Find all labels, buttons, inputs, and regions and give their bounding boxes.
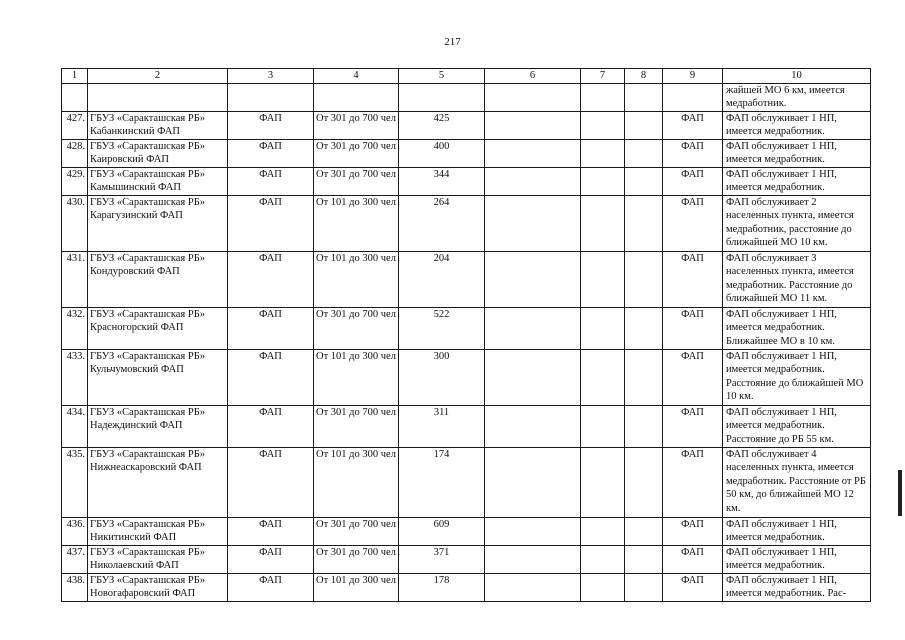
table-row [62,307,871,349]
cell-organization: ГБУЗ «Саракташская РБ» Кондуровский ФАП [88,251,228,307]
scan-edge-mark [898,470,902,516]
cell-col7 [581,139,625,167]
cell-note: ФАП обслуживает 1 НП, имеется медработник. [723,139,871,167]
cell-population [399,83,485,111]
cell-population-range: От 301 до 700 чел [314,545,399,573]
cell-col6 [485,545,581,573]
cell-number: 429. [62,167,88,195]
cell-organization: ГБУЗ «Саракташская РБ» Карагузинский ФАП [88,195,228,251]
cell-number: 432. [62,307,88,349]
cell-col8 [625,251,663,307]
cell-kind: ФАП [663,545,723,573]
cell-organization: ГБУЗ «Саракташская РБ» Николаевский ФАП [88,545,228,573]
cell-col7 [581,83,625,111]
cell-population-range: От 101 до 300 чел [314,573,399,601]
cell-kind: ФАП [663,195,723,251]
cell-kind: ФАП [663,447,723,517]
cell-population-range [314,83,399,111]
cell-number: 427. [62,111,88,139]
header-cell: 4 [314,69,399,84]
cell-col7 [581,195,625,251]
cell-col6 [485,447,581,517]
table-row [62,349,871,405]
cell-type: ФАП [228,307,314,349]
cell-number: 435. [62,447,88,517]
table-row [62,447,871,517]
cell-type: ФАП [228,405,314,447]
cell-kind: ФАП [663,307,723,349]
table-row [62,573,871,601]
cell-number: 436. [62,517,88,545]
header-cell: 8 [625,69,663,84]
header-cell: 7 [581,69,625,84]
cell-number: 434. [62,405,88,447]
cell-col7 [581,545,625,573]
cell-number: 437. [62,545,88,573]
cell-population-range: От 101 до 300 чел [314,251,399,307]
cell-col8 [625,111,663,139]
cell-organization [88,83,228,111]
cell-col8 [625,405,663,447]
cell-col8 [625,167,663,195]
cell-population: 178 [399,573,485,601]
cell-col7 [581,349,625,405]
cell-col7 [581,447,625,517]
cell-type: ФАП [228,545,314,573]
table-row [62,545,871,573]
cell-type: ФАП [228,251,314,307]
cell-organization: ГБУЗ «Саракташская РБ» Никитинский ФАП [88,517,228,545]
cell-organization: ГБУЗ «Саракташская РБ» Кабанкинский ФАП [88,111,228,139]
cell-population: 609 [399,517,485,545]
cell-col6 [485,167,581,195]
table-row [62,139,871,167]
cell-col6 [485,251,581,307]
cell-col7 [581,111,625,139]
cell-note: ФАП обслуживает 1 НП, имеется медработник. [723,517,871,545]
table-row [62,405,871,447]
header-cell: 1 [62,69,88,84]
header-cell: 9 [663,69,723,84]
cell-kind: ФАП [663,517,723,545]
cell-population-range: От 301 до 700 чел [314,111,399,139]
cell-col8 [625,349,663,405]
header-cell: 3 [228,69,314,84]
cell-population-range: От 301 до 700 чел [314,405,399,447]
cell-col8 [625,447,663,517]
cell-population: 400 [399,139,485,167]
cell-col6 [485,573,581,601]
cell-organization: ГБУЗ «Саракташская РБ» Новогафаровский ФАП [88,573,228,601]
cell-organization: ГБУЗ «Саракташская РБ» Надеждинский ФАП [88,405,228,447]
cell-kind: ФАП [663,167,723,195]
cell-population: 344 [399,167,485,195]
cell-kind: ФАП [663,139,723,167]
cell-col7 [581,307,625,349]
cell-number: 431. [62,251,88,307]
cell-col7 [581,167,625,195]
cell-col6 [485,349,581,405]
cell-type: ФАП [228,139,314,167]
cell-col6 [485,111,581,139]
cell-population-range: От 301 до 700 чел [314,307,399,349]
cell-population-range: От 301 до 700 чел [314,139,399,167]
cell-population-range: От 301 до 700 чел [314,167,399,195]
cell-note: ФАП обслуживает 1 НП, имеется медработник. [723,167,871,195]
cell-organization: ГБУЗ «Саракташская РБ» Нижнеаскаровский ФАП [88,447,228,517]
header-cell: 6 [485,69,581,84]
cell-number: 438. [62,573,88,601]
cell-col7 [581,573,625,601]
cell-population: 174 [399,447,485,517]
cell-col7 [581,517,625,545]
cell-population: 204 [399,251,485,307]
cell-type: ФАП [228,167,314,195]
cell-kind: ФАП [663,573,723,601]
cell-note: ФАП обслуживает 4 населенных пункта, имеется медработник. Расстояние от РБ 50 км, до ближайшей МО 12 км. [723,447,871,517]
cell-kind: ФАП [663,251,723,307]
header-row [62,69,871,84]
cell-col6 [485,307,581,349]
table-row [62,167,871,195]
cell-type: ФАП [228,195,314,251]
cell-kind: ФАП [663,405,723,447]
cell-organization: ГБУЗ «Саракташская РБ» Кульчумовский ФАП [88,349,228,405]
cell-note: ФАП обслуживает 3 населенных пункта, имеется медработник. Расстояние до ближайшей МО 11 км. [723,251,871,307]
cell-population: 371 [399,545,485,573]
cell-col8 [625,573,663,601]
cell-kind: ФАП [663,111,723,139]
cell-col6 [485,195,581,251]
cell-col8 [625,545,663,573]
cell-population: 264 [399,195,485,251]
cell-note: ФАП обслуживает 1 НП, имеется медработник. Расстояние до РБ 55 км. [723,405,871,447]
cell-note: ФАП обслуживает 1 НП, имеется медработник. Ближайшее МО в 10 км. [723,307,871,349]
header-cell: 10 [723,69,871,84]
cell-col6 [485,139,581,167]
cell-col6 [485,517,581,545]
table-row [62,517,871,545]
cell-col7 [581,405,625,447]
table-row [62,111,871,139]
cell-note: ФАП обслуживает 1 НП, имеется медработник. [723,111,871,139]
cell-kind: ФАП [663,349,723,405]
cell-col6 [485,405,581,447]
cell-population: 425 [399,111,485,139]
cell-population-range: От 301 до 700 чел [314,517,399,545]
page-number: 217 [444,36,461,48]
table-row [62,251,871,307]
cell-type: ФАП [228,111,314,139]
cell-col8 [625,517,663,545]
cell-col7 [581,251,625,307]
cell-type: ФАП [228,447,314,517]
cell-kind [663,83,723,111]
cell-type: ФАП [228,517,314,545]
cell-population: 522 [399,307,485,349]
table-row [62,195,871,251]
cell-population: 311 [399,405,485,447]
cell-col6 [485,83,581,111]
cell-note: ФАП обслуживает 2 населенных пункта, имеется медработник, расстояние до ближайшей МО 10 км. [723,195,871,251]
cell-organization: ГБУЗ «Саракташская РБ» Каировский ФАП [88,139,228,167]
cell-note: жайшей МО 6 км, имеется медработник. [723,83,871,111]
cell-note: ФАП обслуживает 1 НП, имеется медработник. [723,545,871,573]
cell-col8 [625,195,663,251]
cell-number: 430. [62,195,88,251]
facility-table [61,68,871,602]
cell-type: ФАП [228,573,314,601]
cell-organization: ГБУЗ «Саракташская РБ» Камышинский ФАП [88,167,228,195]
header-cell: 5 [399,69,485,84]
cell-col8 [625,307,663,349]
header-cell: 2 [88,69,228,84]
cell-col8 [625,83,663,111]
continuation-row [62,83,871,111]
cell-note: ФАП обслуживает 1 НП, имеется медработник. Расстояние до ближайшей МО 10 км. [723,349,871,405]
cell-number: 433. [62,349,88,405]
cell-population-range: От 101 до 300 чел [314,349,399,405]
cell-type: ФАП [228,349,314,405]
cell-col8 [625,139,663,167]
cell-number [62,83,88,111]
cell-number: 428. [62,139,88,167]
cell-note: ФАП обслуживает 1 НП, имеется медработник. Рас- [723,573,871,601]
cell-type [228,83,314,111]
cell-population-range: От 101 до 300 чел [314,447,399,517]
cell-population-range: От 101 до 300 чел [314,195,399,251]
cell-organization: ГБУЗ «Саракташская РБ» Красногорский ФАП [88,307,228,349]
cell-population: 300 [399,349,485,405]
